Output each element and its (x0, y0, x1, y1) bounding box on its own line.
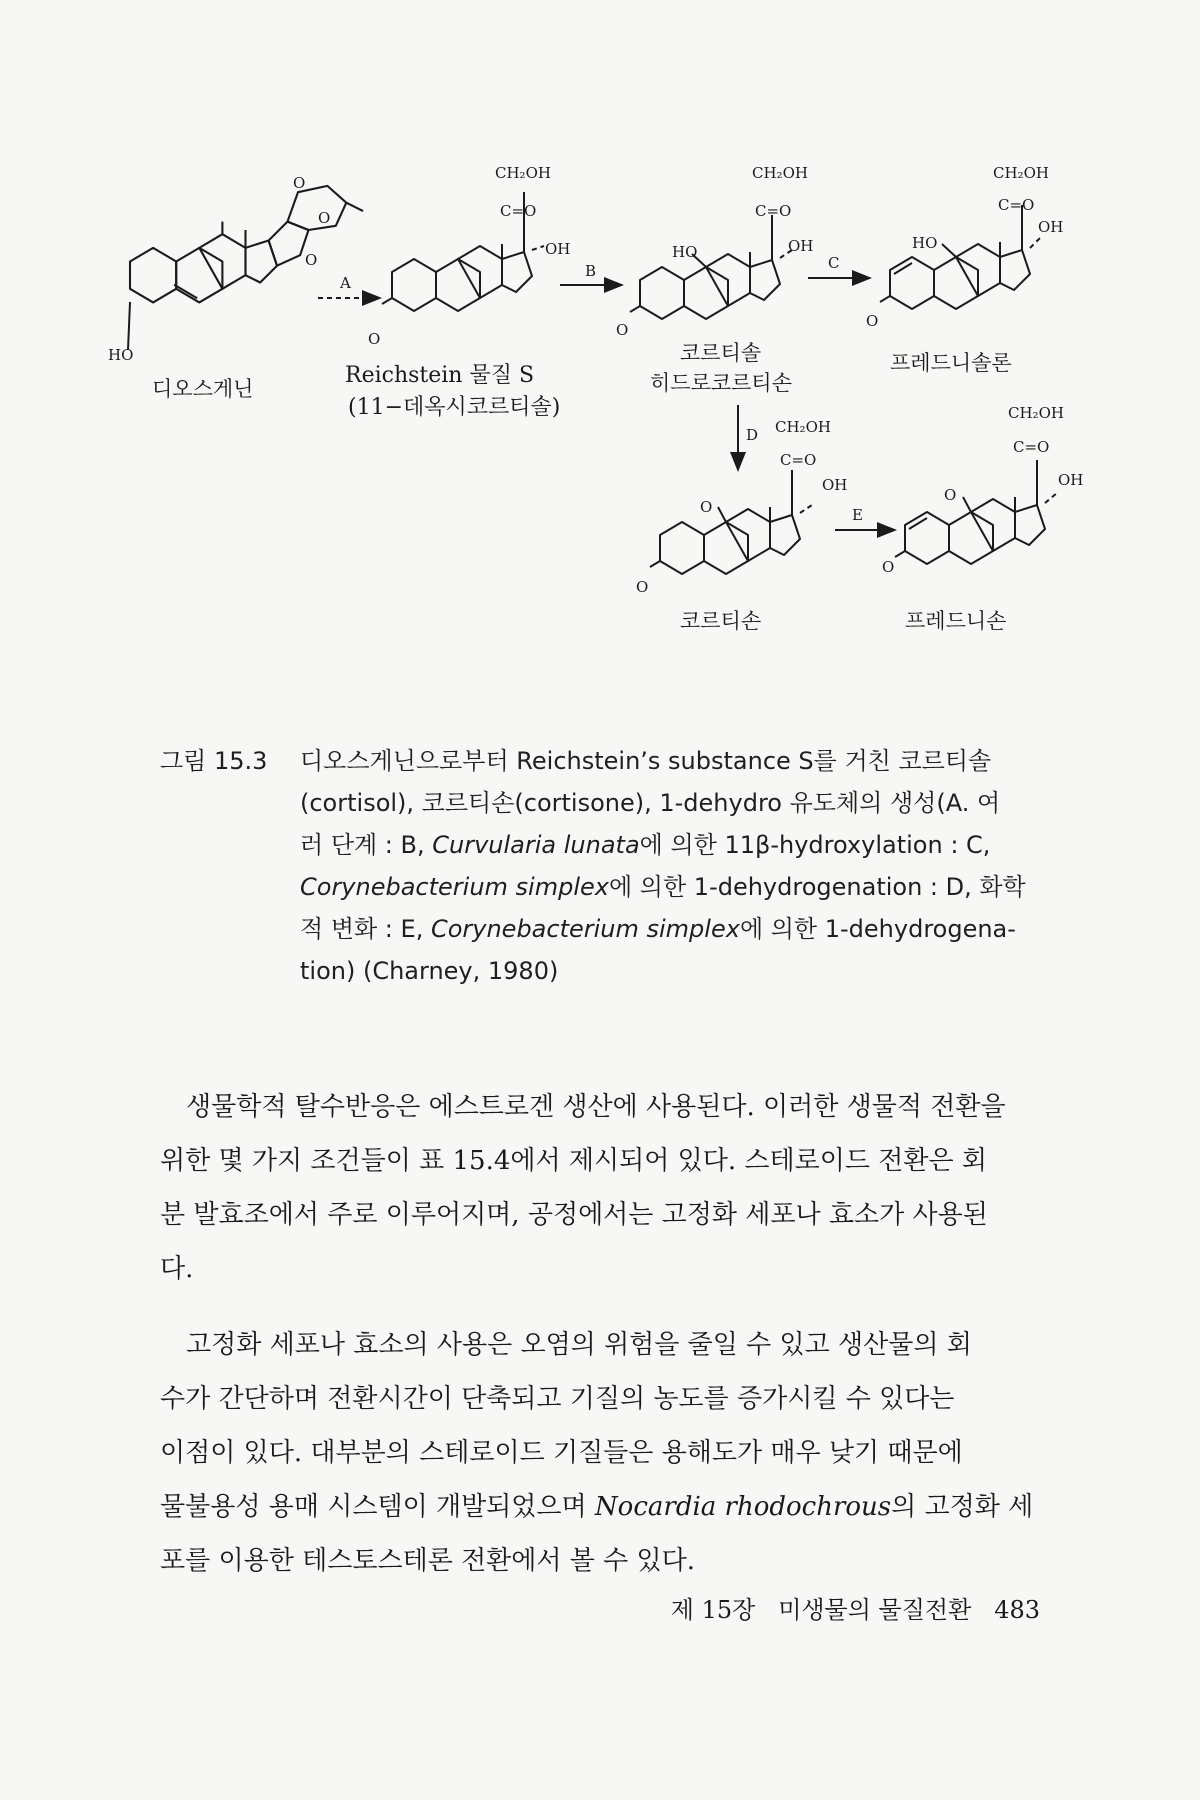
cortisol-structure (630, 215, 792, 319)
ho-label: HO (108, 346, 134, 364)
footer-chapter: 제 15장 (670, 1596, 756, 1624)
species-name: Corynebacterium simplex (430, 915, 740, 943)
page-number: 483 (994, 1596, 1040, 1624)
steroid-conversion-scheme (0, 0, 1200, 680)
cortisol-o: O (616, 321, 629, 339)
text-line: 포를 이용한 테스토스테론 전환에서 볼 수 있다. (160, 1546, 696, 1576)
species-name: Corynebacterium simplex (300, 873, 609, 901)
prednisone-o: O (882, 558, 895, 576)
body-text (160, 1080, 1040, 1588)
text-line: 수가 간단하며 전환시간이 단축되고 기질의 농도를 증가시킬 수 있다는 (160, 1384, 955, 1414)
cortisone-carbonyl: C=O (780, 451, 817, 469)
cortisol-oh: OH (788, 237, 814, 255)
figure-number: 그림 15.3 (160, 747, 268, 775)
o-label-2: O (318, 209, 331, 227)
o-label: O (305, 251, 318, 269)
caption-line: 적 변화 : E, Corynebacterium simplex에 의한 1-dehydrogena- (300, 915, 1016, 943)
prednisone-keto-o: O (944, 486, 957, 504)
cortisone-o: O (636, 578, 649, 596)
prednisolone-oh: OH (1038, 218, 1064, 236)
diosgenin-name: 디오스게닌 (152, 377, 254, 401)
substance-s-name: Reichstein 물질 S (345, 363, 535, 388)
text-line: 고정화 세포나 효소의 사용은 오염의 위험을 줄일 수 있고 생산물의 회 (186, 1330, 972, 1360)
text-line: 생물학적 탈수반응은 에스트로겐 생산에 사용된다. 이러한 생물적 전환을 (186, 1092, 1006, 1122)
text-line: 물불용성 용매 시스템이 개발되었으며 Nocardia rhodochrous의 고정화 세 (160, 1492, 1034, 1522)
prednisolone-ho: HO (912, 234, 938, 252)
step-a-label: A (340, 274, 351, 292)
substance-s-oh: OH (545, 240, 571, 258)
cortisol-name: 코르티솔 (680, 341, 762, 365)
cortisol-carbonyl: C=O (755, 202, 792, 220)
prednisone-structure (895, 460, 1057, 564)
caption-line: (cortisol), 코르티손(cortisone), 1-dehydro 유도체의 생성(A. 여 (300, 789, 1001, 817)
text-line: 분 발효조에서 주로 이루어지며, 공정에서는 고정화 세포나 효소가 사용된 (160, 1200, 988, 1230)
prednisolone-ch2oh: CH₂OH (993, 164, 1049, 182)
species-name: Nocardia rhodochrous (594, 1492, 892, 1522)
prednisolone-o: O (866, 312, 879, 330)
caption-line: Corynebacterium simplex에 의한 1-dehydrogenation : D, 화학 (300, 873, 1026, 901)
step-d-label: D (746, 426, 759, 444)
cortisol-ch2oh: CH₂OH (752, 164, 808, 182)
substance-s-o: O (368, 330, 381, 348)
diosgenin-structure (130, 186, 363, 303)
cortisone-oh: OH (822, 476, 848, 494)
cortisone-ch2oh: CH₂OH (775, 418, 831, 436)
paragraph (160, 1318, 1040, 1588)
substance-s-alt-name: (11−데옥시코르티솔) (348, 395, 561, 420)
page-footer (640, 1590, 1040, 1625)
cortisol-alt-name: 히드로코르티손 (650, 371, 793, 395)
prednisolone-structure (880, 205, 1040, 309)
step-b-label: B (585, 262, 597, 280)
footer-title: 미생물의 물질전환 (778, 1596, 972, 1624)
text-line: 위한 몇 가지 조건들이 표 15.4에서 제시되어 있다. 스테로이드 전환은 회 (160, 1146, 987, 1176)
substance-s-ch2oh: CH₂OH (495, 164, 551, 182)
caption-line: 러 단계 : B, Curvularia lunata에 의한 11β-hydroxylation : C, (300, 831, 991, 859)
caption-text (300, 740, 1040, 992)
prednisone-oh: OH (1058, 471, 1084, 489)
step-e-label: E (852, 506, 863, 524)
o-ring-label: O (293, 174, 306, 192)
cortisol-ho: HO (672, 243, 698, 261)
species-name: Curvularia lunata (432, 831, 640, 859)
paragraph (160, 1080, 1040, 1296)
figure-caption (160, 740, 1040, 992)
prednisolone-name: 프레드니솔론 (890, 351, 1012, 375)
text-line: 이점이 있다. 대부분의 스테로이드 기질들은 용해도가 매우 낮기 때문에 (160, 1438, 963, 1468)
text-line: 다. (160, 1254, 194, 1284)
prednisone-name: 프레드니손 (905, 609, 1007, 633)
prednisone-ch2oh: CH₂OH (1008, 404, 1064, 422)
prednisone-carbonyl: C=O (1013, 438, 1050, 456)
caption-line: tion) (Charney, 1980) (300, 957, 559, 985)
prednisolone-carbonyl: C=O (998, 196, 1035, 214)
cortisone-structure (650, 470, 812, 574)
cortisone-keto-o: O (700, 498, 713, 516)
substance-s-carbonyl: C=O (500, 202, 537, 220)
cortisone-name: 코르티손 (680, 609, 762, 633)
step-c-label: C (828, 254, 840, 272)
caption-line: 디오스게닌으로부터 Reichstein’s substance S를 거친 코르티솔 (300, 747, 992, 775)
